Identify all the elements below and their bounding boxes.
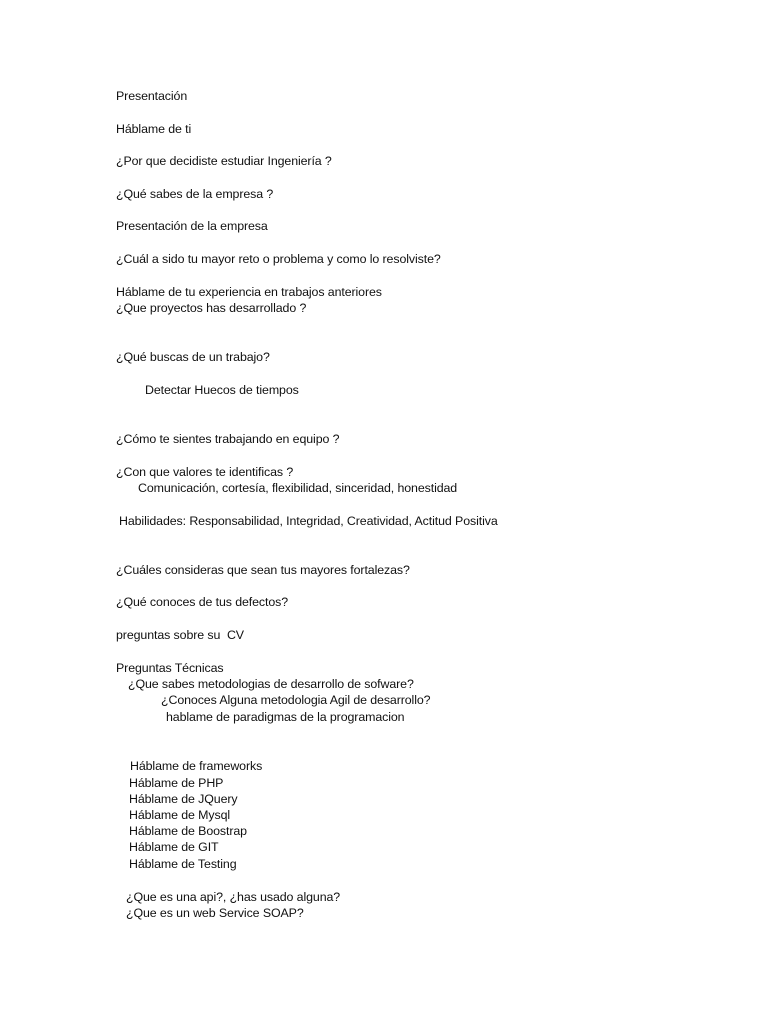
question-metodologia-agil: ¿Conoces Alguna metodologia Agil de desarrollo? <box>161 693 431 707</box>
question-frameworks: Háblame de frameworks <box>130 759 263 773</box>
item-presentacion-empresa: Presentación de la empresa <box>116 219 268 233</box>
question-jquery: Háblame de JQuery <box>129 792 238 806</box>
question-experiencia: Háblame de tu experiencia en trabajos anteriores <box>116 285 382 299</box>
question-fortalezas: ¿Cuáles consideras que sean tus mayores fortalezas? <box>116 563 410 577</box>
question-testing: Háblame de Testing <box>129 857 237 871</box>
question-que-buscas: ¿Qué buscas de un trabajo? <box>116 350 270 364</box>
heading-preguntas-tecnicas: Preguntas Técnicas <box>116 661 224 675</box>
heading-presentacion: Presentación <box>116 89 188 103</box>
question-metodologias: ¿Que sabes metodologias de desarrollo de sofware? <box>128 677 414 691</box>
note-huecos-tiempos: Detectar Huecos de tiempos <box>145 383 299 397</box>
question-valores: ¿Con que valores te identificas ? <box>116 465 294 479</box>
question-trabajo-equipo: ¿Cómo te sientes trabajando en equipo ? <box>116 432 340 446</box>
question-boostrap: Háblame de Boostrap <box>129 824 247 838</box>
question-hablame-de-ti: Háblame de ti <box>116 122 192 136</box>
question-proyectos: ¿Que proyectos has desarrollado ? <box>116 301 307 315</box>
answer-valores: Comunicación, cortesía, flexibilidad, sinceridad, honestidad <box>138 481 458 495</box>
question-api: ¿Que es una api?, ¿has usado alguna? <box>126 890 341 904</box>
question-web-service-soap: ¿Que es un web Service SOAP? <box>126 906 304 920</box>
question-php: Háblame de PHP <box>129 776 224 790</box>
answer-habilidades: Habilidades: Responsabilidad, Integridad, Creatividad, Actitud Positiva <box>119 514 498 528</box>
item-preguntas-cv: preguntas sobre su CV <box>116 628 244 642</box>
question-paradigmas: hablame de paradigmas de la programacion <box>166 710 405 724</box>
question-git: Háblame de GIT <box>129 840 219 854</box>
question-empresa: ¿Qué sabes de la empresa ? <box>116 187 274 201</box>
question-defectos: ¿Qué conoces de tus defectos? <box>116 595 289 609</box>
question-mysql: Háblame de Mysql <box>129 808 231 822</box>
question-mayor-reto: ¿Cuál a sido tu mayor reto o problema y como lo resolviste? <box>116 252 441 266</box>
question-ingenieria: ¿Por que decidiste estudiar Ingeniería ? <box>116 154 332 168</box>
